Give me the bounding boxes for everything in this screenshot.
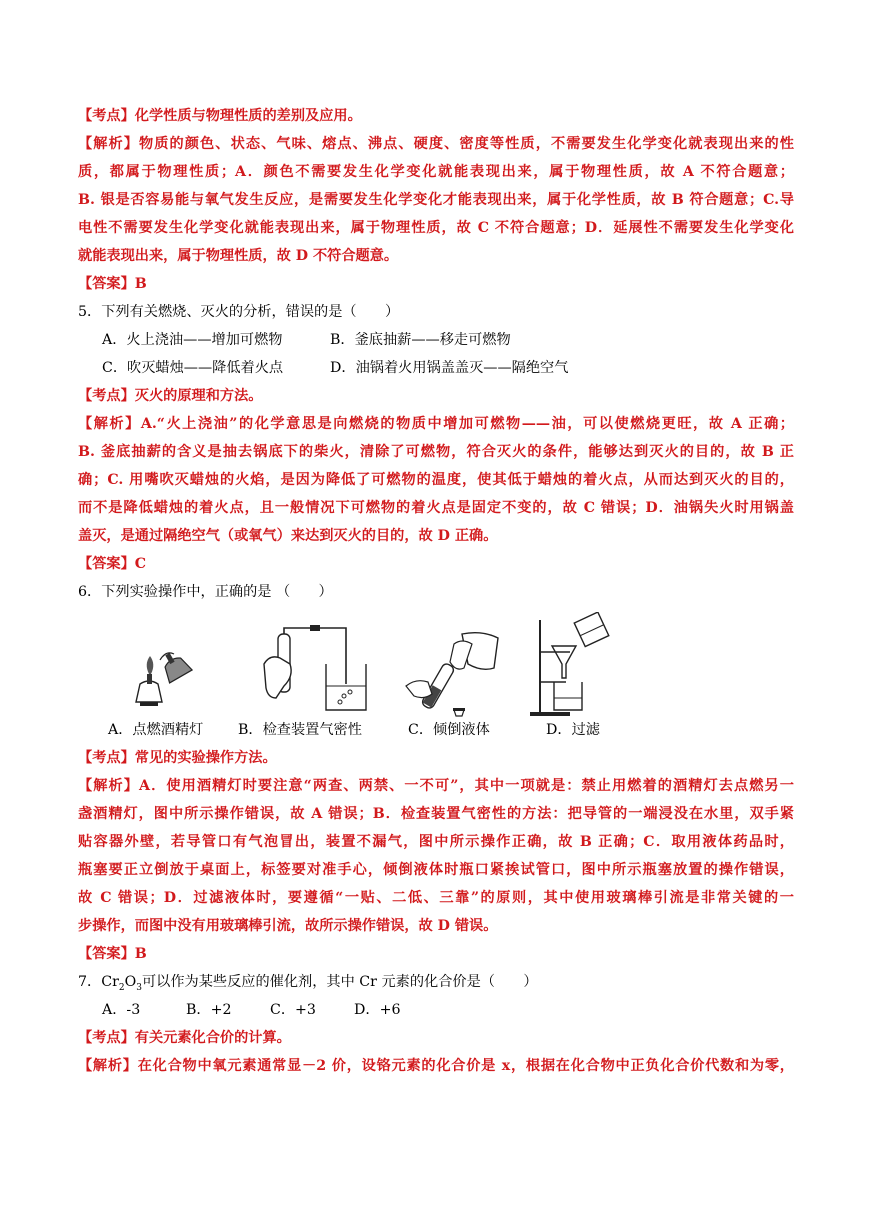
document-page [78, 102, 794, 1080]
q4-analysis-line-4: 电性不需要发生化学变化就能表现出来，属于物理性质，故 C 不符合题意；D．延展性不需要发生化学变化 [78, 220, 794, 236]
point-text: 灭火的原理和方法。 [134, 388, 263, 404]
stem-suffix: 可以作为某些反应的催化剂，其中 Cr 元素的化合价是（ ） [141, 974, 538, 990]
point-tag: 【考点】 [78, 108, 135, 124]
q5-stem: 5．下列有关燃烧、灭火的分析，错误的是（ ） [78, 304, 400, 320]
analysis-tag: 【解析】 [78, 1058, 138, 1074]
q6-analysis-line-2: 盏酒精灯，图中所示操作错误，故 A 错误；B．检查装置气密性的方法：把导管的一端浸没在水里，双手紧 [78, 806, 794, 822]
option-a: A．火上浇油——增加可燃物 [102, 332, 283, 348]
point-text: 有关元素化合价的计算。 [134, 1030, 291, 1046]
caption-a: A．点燃酒精灯 [108, 722, 204, 738]
q7-analysis-line-1 [78, 1052, 794, 1080]
analysis-text: A．使用酒精灯时要注意“两查、两禁、一不可”，其中一项就是：禁止用燃着的酒精灯去点燃另一 [139, 778, 794, 794]
q6-analysis-line-1 [78, 772, 794, 800]
point-tag: 【考点】 [78, 388, 135, 404]
q4-analysis-line-2: 质，都属于物理性质；A．颜色不需要发生化学变化就能表现出来，属于物理性质，故 A 不符合题意； [78, 164, 794, 180]
caption-c: C．倾倒液体 [408, 722, 490, 738]
q5-answer-line [78, 550, 794, 578]
q4-analysis-line-1 [78, 130, 794, 158]
q4-point-line [78, 102, 794, 130]
point-tag: 【考点】 [78, 750, 135, 766]
q5-options-row-2 [78, 354, 794, 382]
analysis-tag: 【解析】 [78, 778, 140, 794]
option-c: C．吹灭蜡烛——降低着火点 [102, 360, 284, 376]
subscript-3: 3 [136, 982, 142, 993]
answer-tag: 【答案】 [78, 276, 135, 292]
analysis-tag: 【解析】 [78, 136, 140, 152]
answer-tag: 【答案】 [78, 556, 135, 572]
q6-captions [78, 716, 794, 744]
q6-analysis-line-3: 贴容器外壁，若导管口有气泡冒出，装置不漏气，图中所示操作正确，故 B 正确；C．取用液体药品时， [78, 834, 794, 850]
q5-analysis-line-2: B. 釜底抽薪的含义是抽去锅底下的柴火，清除了可燃物，符合灭火的条件，能够达到灭火的目的，故 B 正 [78, 444, 794, 460]
subscript-2: 2 [118, 982, 125, 993]
q6-answer-line [78, 940, 794, 968]
stem-prefix: 7．Cr [78, 974, 119, 990]
caption-b: B．检查装置气密性 [238, 722, 362, 738]
q4-analysis-line-5: 就能表现出来，属于物理性质，故 D 不符合题意。 [78, 248, 399, 264]
option-c: C．+3 [270, 1002, 316, 1018]
q7-point-line [78, 1024, 794, 1052]
q4-analysis-line-3: B. 银是否容易能与氧气发生反应，是需要发生化学变化才能表现出来，属于化学性质，故 B 符合题意；C.导 [78, 192, 794, 208]
stem-mid: O [124, 974, 137, 990]
q6-analysis-line-6: 步操作，而图中没有用玻璃棒引流，故所示操作错误，故 D 错误。 [78, 918, 498, 934]
q4-answer-line [78, 270, 794, 298]
q6-stem: 6．下列实验操作中，正确的是 （ ） [78, 584, 333, 600]
answer-value: B [134, 276, 147, 292]
option-d: D．+6 [354, 1002, 401, 1018]
option-b: B．釜底抽薪——移走可燃物 [330, 332, 511, 348]
point-text: 常见的实验操作方法。 [134, 750, 277, 766]
q5-analysis-line-5: 盖灭，是通过隔绝空气（或氧气）来达到灭火的目的，故 D 正确。 [78, 528, 498, 544]
caption-d: D．过滤 [546, 722, 600, 738]
point-tag: 【考点】 [78, 1030, 135, 1046]
option-a: A．-3 [102, 1002, 141, 1018]
filtration-figure [526, 612, 610, 718]
q5-analysis-line-1 [78, 410, 794, 438]
option-b: B．+2 [186, 1002, 232, 1018]
q5-analysis-line-4: 而不是降低蜡烛的着火点，且一般情况下可燃物的着火点是固定不变的，故 C 错误；D．油锅失火时用锅盖 [78, 500, 794, 516]
point-text: 化学性质与物理性质的差别及应用。 [134, 108, 362, 124]
q5-options-row-1 [78, 326, 794, 354]
option-d: D．油锅着火用锅盖盖灭——隔绝空气 [330, 360, 569, 376]
alcohol-lamp-figure [130, 642, 200, 710]
q6-analysis-line-5: 故 C 错误；D．过滤液体时，要遵循“一贴、二低、三靠”的原则，其中使用玻璃棒引流是非常关键的一 [78, 890, 794, 906]
analysis-text: A.“火上浇油”的化学意思是向燃烧的物质中增加可燃物——油，可以使燃烧更旺，故 A 正确； [140, 416, 794, 432]
q7-options [78, 996, 794, 1024]
answer-value: B [134, 946, 147, 962]
answer-value: C [134, 556, 147, 572]
q6-analysis-line-4: 瓶塞要正立倒放于桌面上，标签要对准手心，倾倒液体时瓶口紧挨试管口，图中所示瓶塞放置的操作错误， [78, 862, 794, 878]
q6-point-line [78, 744, 794, 772]
q6-figures [78, 606, 794, 716]
airtightness-figure [260, 624, 370, 714]
pour-liquid-figure [402, 628, 506, 718]
analysis-tag: 【解析】 [78, 416, 141, 432]
answer-tag: 【答案】 [78, 946, 135, 962]
analysis-text: 物质的颜色、状态、气味、熔点、沸点、硬度、密度等性质，不需要发生化学变化就表现出来的性 [139, 136, 794, 152]
analysis-text: 在化合物中氧元素通常显－2 价，设铬元素的化合价是 x，根据在化合物中正负化合价代数和为零， [137, 1058, 794, 1074]
q5-point-line [78, 382, 794, 410]
q7-stem [78, 968, 794, 996]
q5-analysis-line-3: 确；C. 用嘴吹灭蜡烛的火焰，是因为降低了可燃物的温度，使其低于蜡烛的着火点，从而达到灭火的目的， [78, 472, 794, 488]
